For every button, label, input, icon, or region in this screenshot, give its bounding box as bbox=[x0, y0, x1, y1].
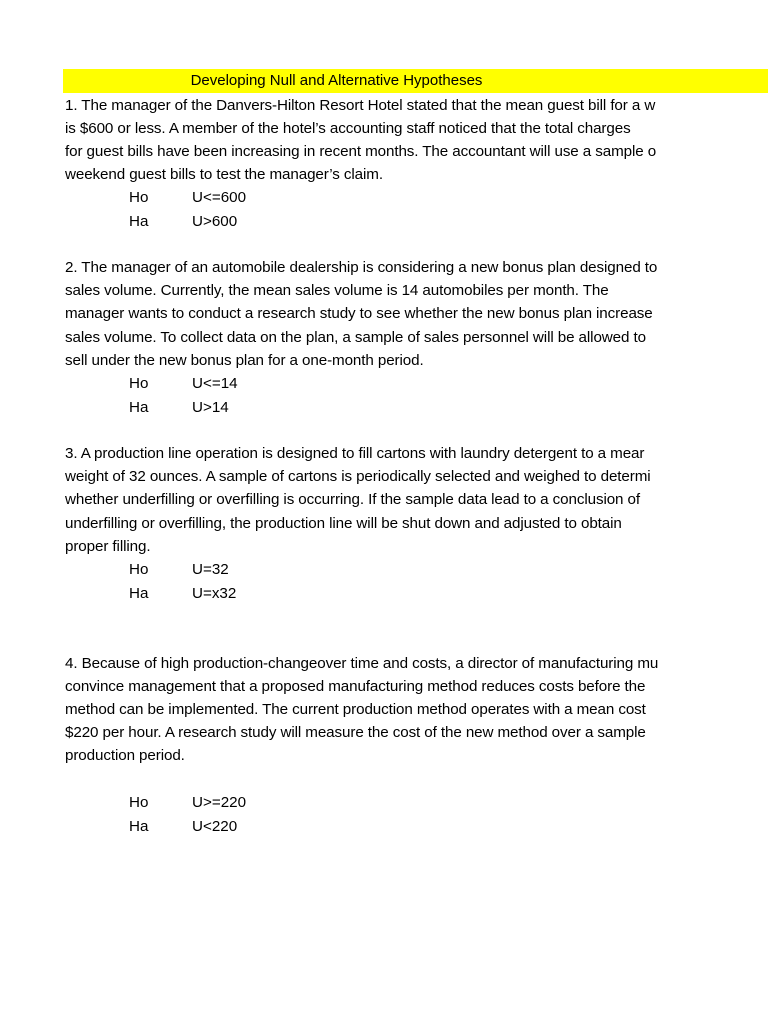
problem-4-ha-value: U<220 bbox=[192, 818, 238, 835]
problem-2-line-3: manager wants to conduct a research study to see whether the new bonus plan increase bbox=[65, 305, 653, 322]
problem-3-ha-value: U=x32 bbox=[192, 585, 237, 602]
problem-1-line-2: is $600 or less. A member of the hotel’s accounting staff noticed that the total charges bbox=[65, 120, 631, 137]
problem-2-line-5: sell under the new bonus plan for a one-month period. bbox=[65, 352, 424, 369]
problem-3-ho-value: U=32 bbox=[192, 561, 229, 578]
problem-3-ho-label: Ho bbox=[129, 561, 149, 578]
page-title: Developing Null and Alternative Hypotheses bbox=[190, 72, 483, 89]
problem-3-line-1: 3. A production line operation is designed to fill cartons with laundry detergent to a mear bbox=[65, 445, 645, 462]
problem-4-ho-value: U>=220 bbox=[192, 794, 247, 811]
problem-3-line-3: whether underfilling or overfilling is occurring. If the sample data lead to a conclusion of bbox=[65, 491, 640, 508]
problem-4-line-1: 4. Because of high production-changeover time and costs, a director of manufacturing mu bbox=[65, 655, 659, 672]
problem-4-ho-label: Ho bbox=[129, 794, 149, 811]
problem-1-ho-value: U<=600 bbox=[192, 189, 247, 206]
problem-1-ha-value: U>600 bbox=[192, 213, 238, 230]
problem-4-ha-label: Ha bbox=[129, 818, 149, 835]
problem-4-line-5: production period. bbox=[65, 747, 185, 764]
problem-4-line-3: method can be implemented. The current production method operates with a mean cost bbox=[65, 701, 646, 718]
problem-2-ho-label: Ho bbox=[129, 375, 149, 392]
problem-3-ha-label: Ha bbox=[129, 585, 149, 602]
problem-3-line-2: weight of 32 ounces. A sample of cartons is periodically selected and weighed to determi bbox=[65, 468, 651, 485]
problem-4-line-2: convince management that a proposed manufacturing method reduces costs before the bbox=[65, 678, 646, 695]
title-highlight-band bbox=[63, 69, 768, 93]
problem-2-line-4: sales volume. To collect data on the plan, a sample of sales personnel will be allowed to bbox=[65, 329, 646, 346]
problem-2-ha-label: Ha bbox=[129, 399, 149, 416]
problem-1-ha-label: Ha bbox=[129, 213, 149, 230]
problem-2-ha-value: U>14 bbox=[192, 399, 229, 416]
problem-1-ho-label: Ho bbox=[129, 189, 149, 206]
problem-1-line-1: 1. The manager of the Danvers-Hilton Resort Hotel stated that the mean guest bill for a w bbox=[65, 97, 656, 114]
problem-2-line-2: sales volume. Currently, the mean sales volume is 14 automobiles per month. The bbox=[65, 282, 609, 299]
problem-3-line-4: underfilling or overfilling, the production line will be shut down and adjusted to obtain bbox=[65, 515, 622, 532]
problem-1-line-3: for guest bills have been increasing in recent months. The accountant will use a sample o bbox=[65, 143, 657, 160]
problem-2-ho-value: U<=14 bbox=[192, 375, 238, 392]
problem-2-line-1: 2. The manager of an automobile dealership is considering a new bonus plan designed to bbox=[65, 259, 658, 276]
problem-1-line-4: weekend guest bills to test the manager’s claim. bbox=[65, 166, 383, 183]
problem-4-line-4: $220 per hour. A research study will measure the cost of the new method over a sample bbox=[65, 724, 646, 741]
problem-3-line-5: proper filling. bbox=[65, 538, 151, 555]
